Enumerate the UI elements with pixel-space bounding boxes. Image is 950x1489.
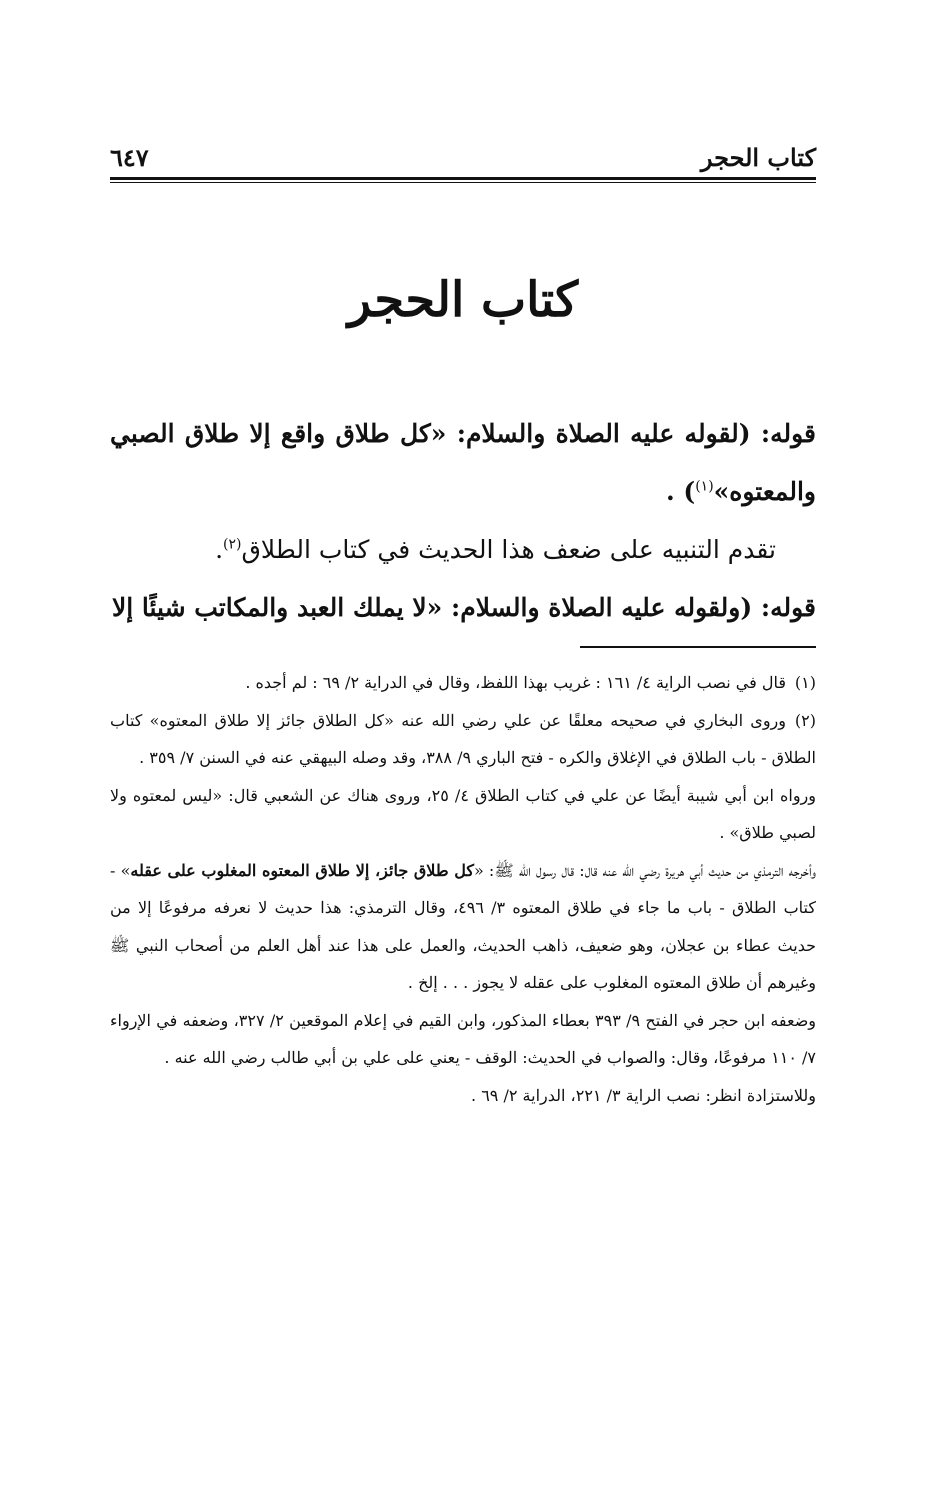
footnote-2-paragraph-3-b: » - كتاب الطلاق - باب ما جاء في طلاق المعتوه ٣/ ٤٩٦، وقال الترمذي: هذا حديث لا نعرفه مرفوعًا إلا من حديث عطاء بن عجلان، وهو ضعيف، ذاهب الحديث، والعمل على هذا عند أهل العلم من أصحاب النبي ﷺ وغيرهم أن طلاق المعتوه المغلوب على عقله لا يجوز . . . إلخ . xyxy=(110,860,816,992)
footnote-2-paragraph-4 xyxy=(110,1002,816,1077)
footnote-separator xyxy=(580,646,816,648)
footnote-2-paragraph-5-text: وللاستزادة انظر: نصب الراية ٣/ ٢٢١، الدراية ٢/ ٦٩ . xyxy=(471,1085,816,1105)
footnote-1-number: (١) xyxy=(794,673,816,692)
quote-label-2: قوله xyxy=(770,593,816,622)
header-rule xyxy=(110,177,816,180)
quote-label: قوله xyxy=(770,419,816,448)
footnote-2-paragraph-3-a: وأخرجه الترمذي من حديث أبي هريرة رضي الله عنه قال: قال رسول الله ﷺ: « xyxy=(473,860,817,880)
footnote-2-text: وروى البخاري في صحيحه معلقًا عن علي رضي الله عنه «كل الطلاق جائز إلا طلاق المعتوه» كتاب الطلاق - باب الطلاق في الإغلاق والكره - فتح الباري ٩/ ٣٨٨، وقد وصله البيهقي عنه في السنن ٧/ ٣٥٩ . xyxy=(110,710,816,767)
footnote-1-text: قال في نصب الراية ٤/ ١٦١ : غريب بهذا اللفظ، وقال في الدراية ٢/ ٦٩ : لم أجده . xyxy=(245,673,786,692)
chapter-title: كتاب الحجر xyxy=(347,272,579,328)
footnote-1 xyxy=(110,664,816,702)
footnote-2-paragraph-3-bold: كل طلاق جائز، إلا طلاق المعتوه المغلوب على عقله xyxy=(130,860,474,880)
running-header xyxy=(110,140,816,174)
commentary-end: . xyxy=(215,535,224,564)
footnote-2 xyxy=(110,702,816,777)
commentary-text: تقدم التنبيه على ضعف هذا الحديث في كتاب الطلاق xyxy=(241,535,776,564)
footnote-ref-2: (٢) xyxy=(223,536,242,553)
running-header-title: كتاب الحجر xyxy=(700,142,816,172)
footnote-2-number: (٢) xyxy=(794,710,816,730)
page-number: ٦٤٧ xyxy=(110,142,149,172)
header-rule-thin xyxy=(110,182,816,183)
quote-text: : (لقوله عليه الصلاة والسلام: «كل طلاق واقع إلا طلاق الصبي والمعتوه» xyxy=(110,419,816,506)
main-paragraph-2 xyxy=(110,521,816,579)
footnote-ref-1: (١) xyxy=(695,478,714,495)
footnote-2-paragraph-2 xyxy=(110,777,816,852)
footnote-2-paragraph-3 xyxy=(110,852,816,1002)
main-text xyxy=(110,405,816,637)
quote-end: ) . xyxy=(665,477,696,506)
footnote-2-paragraph-2-text: ورواه ابن أبي شيبة أيضًا عن علي في كتاب الطلاق ٤/ ٢٥، وروى هناك عن الشعبي قال: «ليس لمعتوه ولا لصبي طلاق» . xyxy=(110,785,817,842)
footnotes xyxy=(110,664,816,1114)
footnote-2-paragraph-5 xyxy=(110,1077,816,1115)
quote-text-2: : (ولقوله عليه الصلاة والسلام: «لا يملك العبد والمكاتب شيئًا إلا xyxy=(111,593,771,622)
footnote-2-paragraph-4-text: وضعفه ابن حجر في الفتح ٩/ ٣٩٣ بعطاء المذكور، وابن القيم في إعلام الموقعين ٢/ ٣٢٧، وضعفه في الإرواء ٧/ ١١٠ مرفوعًا، وقال: والصواب في الحديث: الوقف - يعني على علي بن أبي طالب رضي الله عنه . xyxy=(110,1010,817,1067)
main-paragraph-3 xyxy=(110,579,816,637)
main-paragraph-1 xyxy=(110,405,816,521)
